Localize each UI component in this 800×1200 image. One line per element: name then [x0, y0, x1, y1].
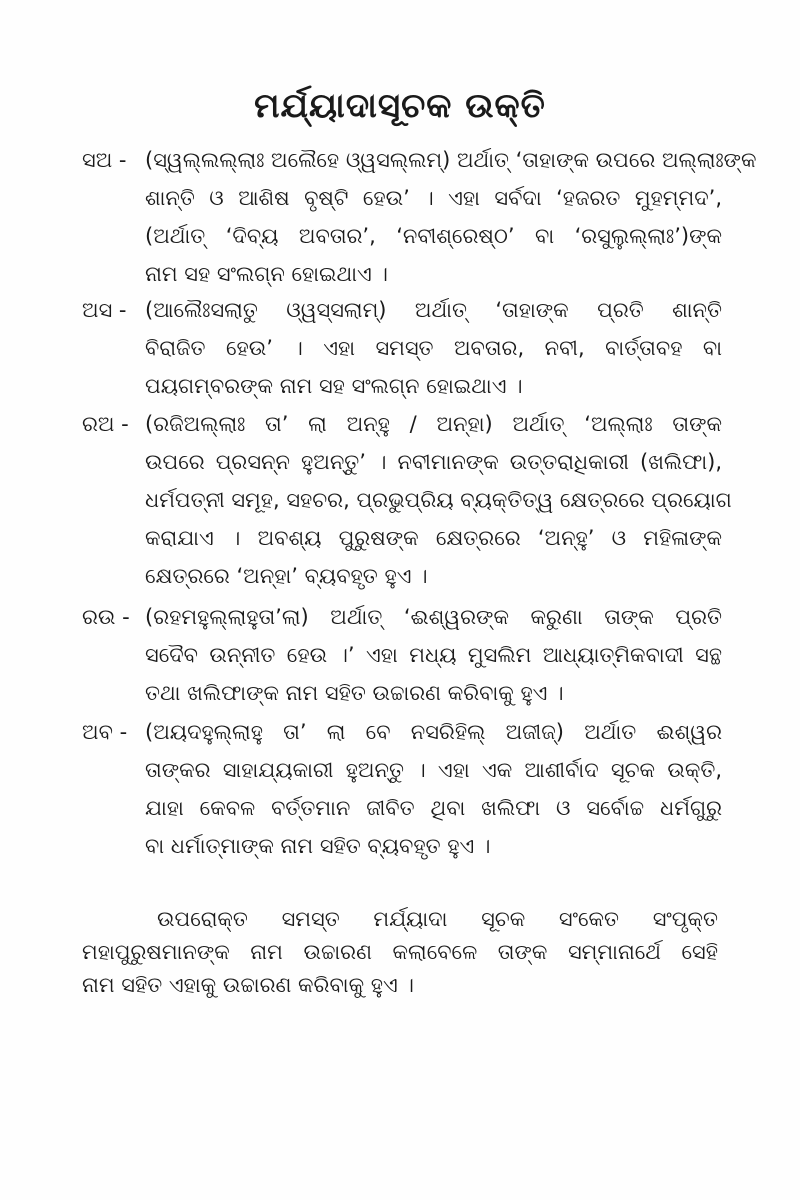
- entry-line: କ୍ଷେତ୍ରରେ ‘ଅନ୍‌ହା’ ବ୍ୟବହୃତ ହୁଏ ।: [145, 564, 428, 588]
- entry-asa: [82, 291, 722, 405]
- entry-rau: [82, 598, 722, 712]
- entry-raa: [82, 405, 732, 595]
- entry-label: ରଉ -: [82, 605, 130, 629]
- entry-line: ସଦୈବ ଉନ୍ନୀତ ହେଉ ।’ ଏହା ମଧ୍ୟ ମୁସଲିମ ଆଧ୍ୟାତ୍ମିକବାଦୀ ସନ୍ଥ: [145, 643, 722, 667]
- page-title: ମର୍ଯ୍ୟାଦାସୂଚକ ଉକ୍ତି: [254, 86, 546, 126]
- entry-line: ତଥା ଖଲିଫାଙ୍କ ନାମ ସହିତ ଉଚ୍ଚାରଣ କରିବାକୁ ହୁଏ ।: [145, 681, 564, 705]
- entry-line: ଶାନ୍ତି ଓ ଆଶିଷ ବୃଷ୍ଟି ହେଉ’ । ଏହା ସର୍ବଦା ‘ହଜରତ ମୁହମ୍ମଦ’,: [145, 186, 722, 210]
- entry-line: ତାଙ୍କର ସାହାଯ୍ୟକାରୀ ହୁଅନ୍ତୁ । ଏହା ଏକ ଆଶୀର୍ବାଦ ସୂଚକ ଉକ୍ତି,: [145, 758, 722, 782]
- entry-line: କରାଯାଏ । ଅବଶ୍ୟ ପୁରୁଷଙ୍କ କ୍ଷେତ୍ରରେ ‘ଅନ୍‌ହୁ’ ଓ ମହିଳାଙ୍କ: [145, 526, 722, 550]
- closing-line: ଉପରୋକ୍ତ ସମସ୍ତ ମର୍ଯ୍ୟାଦା ସୂଚକ ସଂକେତ ସଂପୃକ୍ତ: [157, 907, 718, 931]
- entry-body: [145, 598, 722, 712]
- entry-line: (ରହମହୁଲ୍ଲାହୁତା’ଲା) ଅର୍ଥାତ୍ ‘ଈଶ୍ୱରଙ୍କ କରୁଣା ତାଙ୍କ ପ୍ରତି: [145, 605, 722, 629]
- closing-paragraph: [82, 903, 718, 1002]
- entry-label: ରଅ -: [82, 412, 129, 436]
- entry-line: (ଅର୍ଥାତ୍ ‘ଦିବ୍ୟ ଅବତାର’, ‘ନବୀଶ୍ରେଷ୍ଠ’ ବା ‘ରସୁଲୁଲ୍ଲାଃ’)ଙ୍କ: [145, 224, 722, 248]
- entry-aba: [82, 713, 722, 865]
- entry-line: ନାମ ସହ ସଂଲଗ୍ନ ହୋଇଥାଏ ।: [145, 262, 388, 286]
- closing-line: ମହାପୁରୁଷମାନଙ୍କ ନାମ ଉଚ୍ଚାରଣ କଲାବେଳେ ତାଙ୍କ ସମ୍ମାନାର୍ଥେ ସେହି: [82, 940, 718, 964]
- entry-sa: [82, 141, 757, 293]
- entry-line: ଉପରେ ପ୍ରସନ୍ନ ହୁଅନ୍ତୁ’ । ନବୀମାନଙ୍କ ଉତ୍ତରାଧିକାରୀ (ଖଲିଫା),: [145, 450, 722, 474]
- entry-line: ବିରାଜିତ ହେଉ’ । ଏହା ସମସ୍ତ ଅବତାର, ନବୀ, ବାର୍ତ୍ତାବହ ବା: [145, 336, 722, 360]
- entry-line: ବା ଧର୍ମାତ୍ମାଙ୍କ ନାମ ସହିତ ବ୍ୟବହୃତ ହୁଏ ।: [145, 834, 491, 858]
- entry-line: (ଅୟଦହୁଲ୍ଲାହୁ ତା’ ଲା ବେ ନସରିହିଲ୍ ଅଜୀଜ୍) ଅର୍ଥାତ ଈଶ୍ୱର: [145, 720, 722, 744]
- entry-body: [145, 141, 757, 293]
- entry-body: [145, 291, 722, 405]
- entry-line: ଧର୍ମପତ୍ନୀ ସମୂହ, ସହଚର, ପ୍ରଭୁପ୍ରିୟ ବ୍ୟକ୍ତିତ୍ୱ କ୍ଷେତ୍ରରେ ପ୍ରୟୋଗ: [145, 488, 732, 512]
- entry-label: ସଅ -: [82, 148, 127, 172]
- entry-body: [145, 405, 732, 595]
- entry-line: ପୟଗମ୍ବରଙ୍କ ନାମ ସହ ସଂଲଗ୍ନ ହୋଇଥାଏ ।: [145, 374, 523, 398]
- closing-line: ନାମ ସହିତ ଏହାକୁ ଉଚ୍ଚାରଣ କରିବାକୁ ହୁଏ ।: [82, 973, 414, 997]
- entry-line: (ରଜିଅଲ୍ଲାଃ ତା’ ଲା ଅନ୍‌ହୁ / ଅନ୍‌ହା) ଅର୍ଥାତ୍ ‘ଅଲ୍ଲାଃ ତାଙ୍କ: [145, 412, 722, 436]
- entry-line: (ସ୍ୱଲ୍ଲଲ୍ଲାଃ ଅଲୈହେ ଓ୍ୱସଲ୍ଲମ୍) ଅର୍ଥାତ୍ ‘ତାହାଙ୍କ ଉପରେ ଅଲ୍ଲାଃଙ୍କ: [145, 148, 757, 172]
- entry-line: ଯାହା କେବଳ ବର୍ତ୍ତମାନ ଜୀବିତ ଥିବା ଖଲିଫା ଓ ସର୍ବୋଚ୍ଚ ଧର୍ମଗୁରୁ: [145, 796, 722, 820]
- entry-label: ଅବ -: [82, 720, 128, 744]
- entry-line: (ଆଲୈଃସଲାତୁ ଓ୍ୱସ୍‌ସଲାମ୍) ଅର୍ଥାତ୍ ‘ତାହାଙ୍କ ପ୍ରତି ଶାନ୍ତି: [145, 298, 722, 322]
- entry-label: ଅସ -: [82, 298, 127, 322]
- entry-body: [145, 713, 722, 865]
